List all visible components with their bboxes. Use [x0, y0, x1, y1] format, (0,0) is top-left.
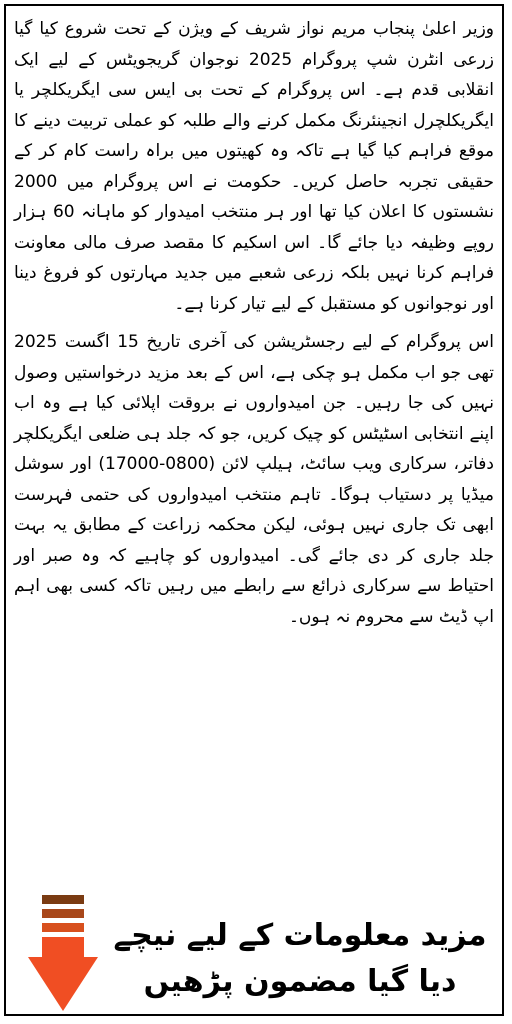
read-more-banner[interactable] [10, 895, 502, 1015]
cta-line: مزید معلومات کے لیے نیچے [113, 918, 487, 953]
article-body [14, 14, 494, 632]
down-arrow-icon [28, 895, 98, 1013]
article-paragraph: وزیر اعلیٰ پنجاب مریم نواز شریف کے ویژن کے تحت شروع کیا گیا زرعی انٹرن شپ پروگرام 2025 نوجوان گریجویٹس کے لیے ایک انقلابی قدم ہے۔ اس پروگرام کے تحت بی ایس سی ایگریکلچر یا ایگریکلچرل انجینئرنگ مکمل کرنے والے طلبہ کو عملی تربیت دینے کا موقع فراہم کیا گیا ہے تاکہ وہ کھیتوں میں براہ راست کام کر کے حقیقی تجربہ حاصل کریں۔ حکومت نے اس پروگرام میں 2000 نشستوں کا اعلان کیا تھا اور ہر منتخب امیدوار کو ماہانہ 60 ہزار روپے وظیفہ دیا جائے گا۔ اس اسکیم کا مقصد صرف مالی معاونت فراہم کرنا نہیں بلکہ زرعی شعبے میں جدید مہارتوں کو فروغ دینا اور نوجوانوں کو مستقبل کے لیے تیار کرنا ہے۔ [14, 19, 494, 314]
read-more-text [110, 913, 490, 1005]
article-paragraph: اس پروگرام کے لیے رجسٹریشن کی آخری تاریخ 15 اگست 2025 تھی جو اب مکمل ہو چکی ہے، اس کے بعد مزید درخواستیں وصول نہیں کی جا رہیں۔ جن امیدواروں نے بروقت اپلائی کیا ہے وہ اب اپنے انتخابی اسٹیٹس کو چیک کریں، جو کہ جلد ہی ضلعی ایگریکلچر دفاتر، سرکاری ویب سائٹ، ہیلپ لائن (0800-17000) اور سوشل میڈیا پر دستیاب ہوگا۔ تاہم منتخب امیدواروں کی حتمی فہرست ابھی تک جاری نہیں ہوئی، لیکن محکمہ زراعت کے مطابق یہ بہت جلد جاری کر دی جائے گی۔ امیدواروں کو چاہیے کہ وہ صبر اور احتیاط سے سرکاری ذرائع سے رابطے میں رہیں تاکہ کسی بھی اہم اپ ڈیٹ سے محروم نہ ہوں۔ [14, 332, 495, 627]
cta-line: دیا گیا مضمون پڑھیں [143, 964, 457, 999]
